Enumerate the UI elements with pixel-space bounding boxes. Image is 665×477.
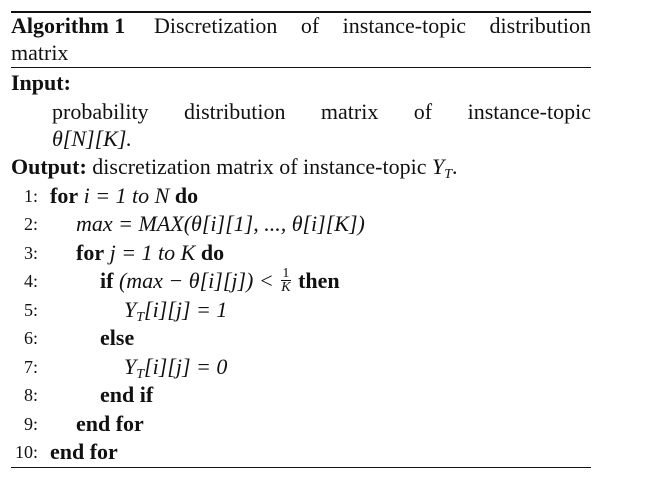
keyword: if bbox=[100, 268, 114, 293]
line-number: 9: bbox=[23, 414, 38, 434]
math-expr: max = MAX(θ[i][1], ..., θ[i][K]) bbox=[76, 211, 365, 236]
math-sub: T bbox=[136, 367, 145, 382]
line-number: 10: bbox=[14, 442, 38, 462]
output-text: discretization matrix of instance-topic bbox=[92, 154, 427, 179]
fraction bbox=[281, 267, 290, 294]
keyword: end for bbox=[76, 411, 144, 436]
input-word: distribution bbox=[184, 99, 286, 124]
algorithm-label: Algorithm 1 bbox=[11, 13, 126, 38]
line-number: 3: bbox=[23, 243, 38, 263]
keyword: else bbox=[100, 325, 135, 350]
algo-line-8 bbox=[0, 382, 600, 408]
line-number: 4: bbox=[23, 271, 38, 291]
output-end: . bbox=[452, 154, 458, 179]
keyword: end for bbox=[50, 439, 118, 464]
keyword: end if bbox=[100, 382, 154, 407]
math-expr: [i][j] = 0 bbox=[144, 354, 228, 379]
input-word: instance-topic bbox=[467, 99, 591, 124]
math-var: Y bbox=[124, 297, 137, 322]
algorithm-caption bbox=[11, 13, 591, 39]
keyword: do bbox=[174, 183, 199, 208]
math-expr: j = 1 to K bbox=[109, 240, 196, 265]
algo-line-1 bbox=[0, 183, 600, 209]
fraction-denominator: K bbox=[281, 280, 291, 296]
keyword: do bbox=[200, 240, 225, 265]
input-label: Input: bbox=[11, 70, 71, 95]
keyword: for bbox=[50, 183, 79, 208]
algo-line-2 bbox=[0, 211, 600, 237]
line-number: 6: bbox=[23, 328, 38, 348]
line-number: 1: bbox=[23, 186, 38, 206]
output-label: Output: bbox=[11, 154, 87, 179]
input-description bbox=[52, 99, 591, 125]
input-word: of bbox=[413, 99, 433, 124]
bottom-rule bbox=[11, 467, 591, 468]
algo-line-3 bbox=[0, 240, 600, 266]
keyword: then bbox=[298, 268, 340, 293]
algo-line-9 bbox=[0, 411, 600, 437]
math-var: Y bbox=[124, 354, 137, 379]
math-sub: T bbox=[136, 310, 145, 325]
line-number: 8: bbox=[23, 385, 38, 405]
output-line bbox=[11, 154, 458, 180]
algorithm-title-line2: matrix bbox=[11, 40, 69, 65]
keyword: for bbox=[76, 240, 105, 265]
algo-line-5 bbox=[0, 297, 600, 323]
math-expr: [i][j] = 1 bbox=[144, 297, 228, 322]
algo-line-7 bbox=[0, 354, 600, 380]
line-number: 7: bbox=[23, 357, 38, 377]
math-expr: i = 1 to N bbox=[83, 183, 170, 208]
algorithm-title-line1: Discretization of instance-topic distribution bbox=[154, 13, 591, 38]
input-variable: θ[N][K]. bbox=[52, 126, 132, 151]
input-word: probability bbox=[52, 99, 149, 124]
line-number: 5: bbox=[23, 300, 38, 320]
fraction-numerator: 1 bbox=[282, 266, 290, 282]
algo-line-6 bbox=[0, 325, 600, 351]
output-var-sub: T bbox=[444, 167, 453, 182]
output-var: Y bbox=[431, 154, 445, 179]
input-word: matrix bbox=[320, 99, 379, 124]
algo-line-10 bbox=[0, 439, 600, 465]
line-number: 2: bbox=[23, 214, 38, 234]
algo-line-4 bbox=[0, 268, 600, 294]
mid-rule bbox=[11, 67, 591, 68]
math-expr: (max − θ[i][j]) < bbox=[118, 268, 274, 293]
